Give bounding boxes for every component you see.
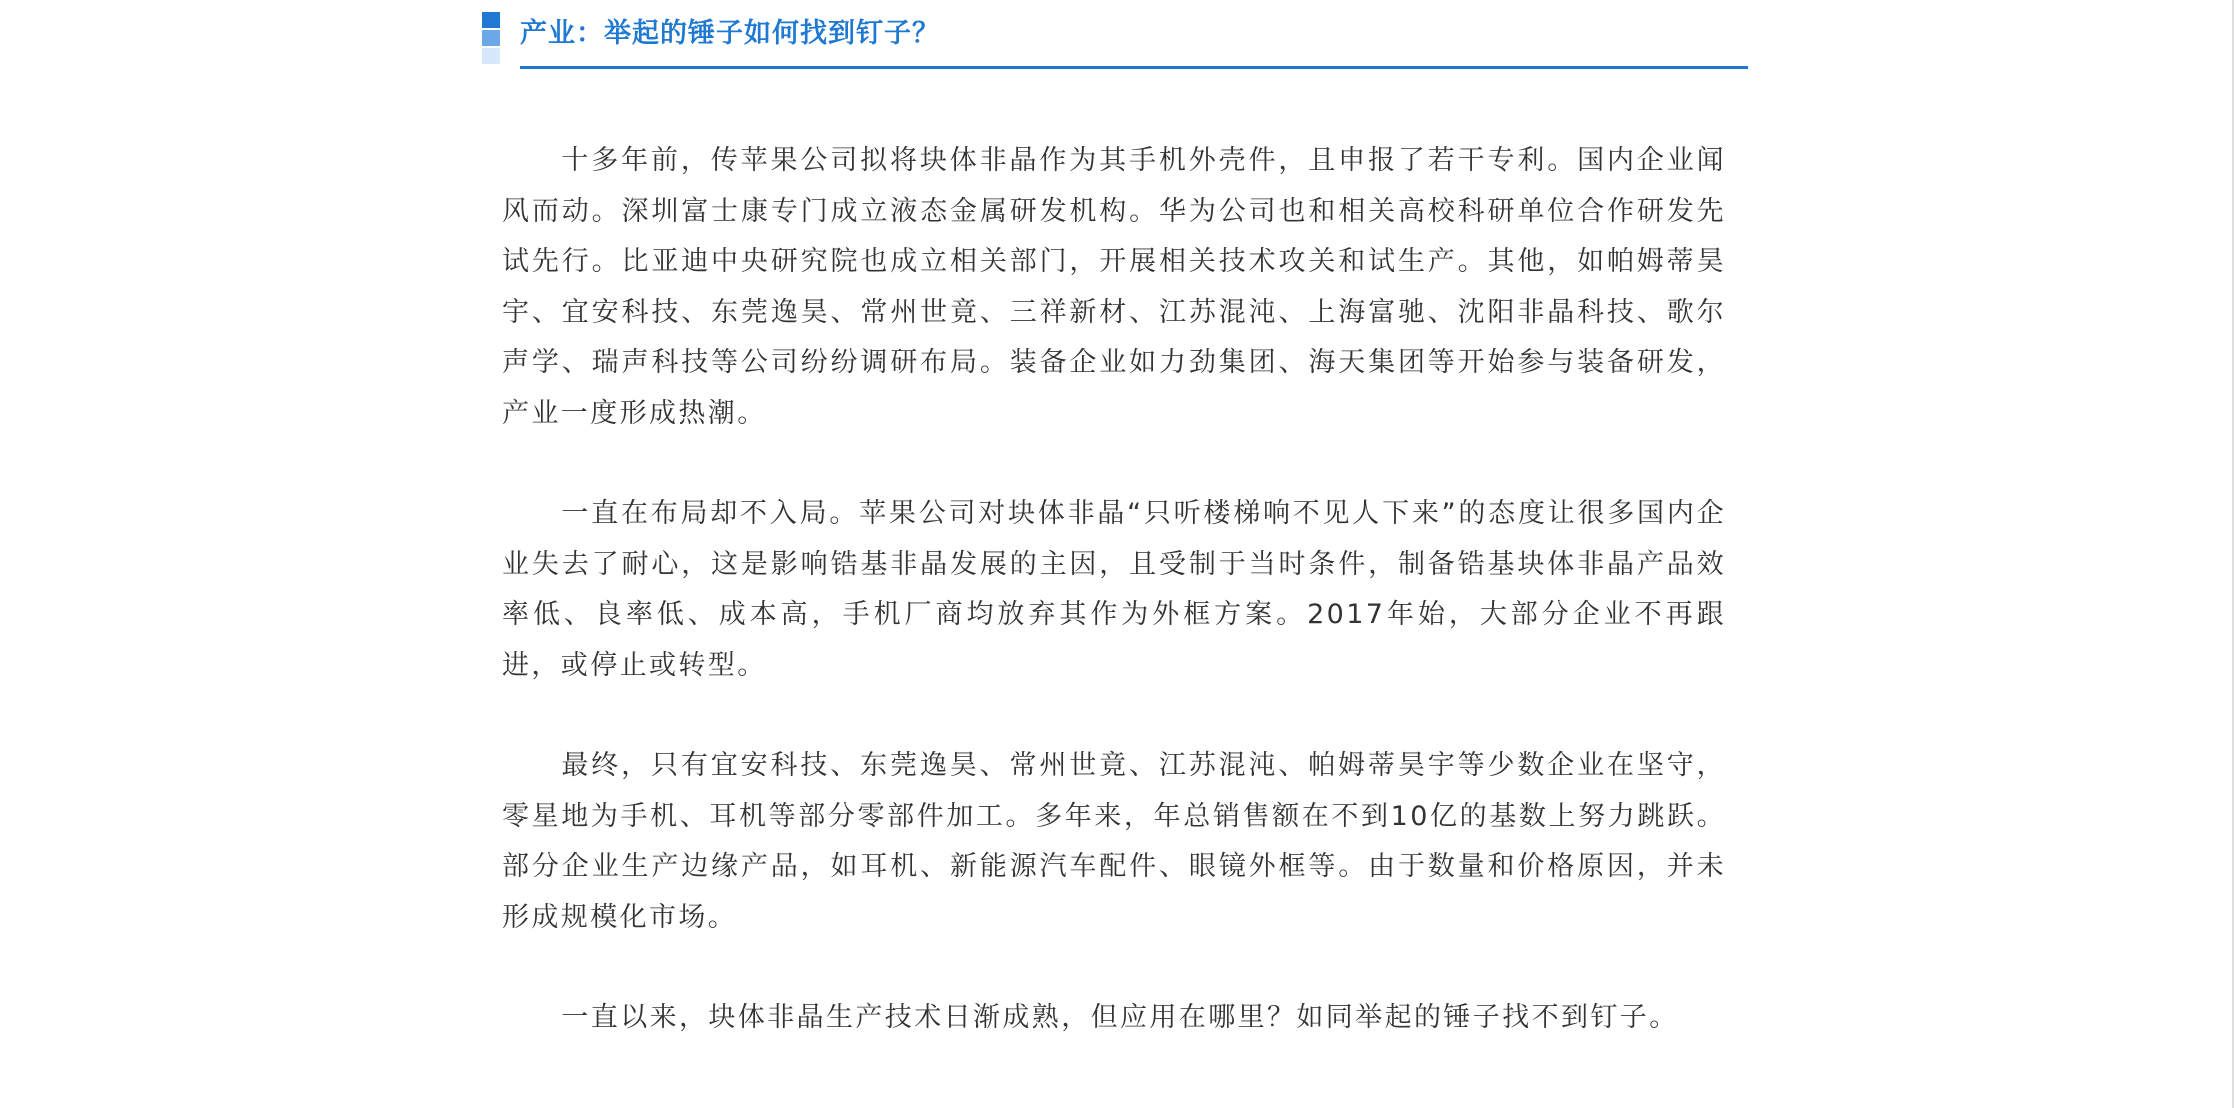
article-body xyxy=(502,136,1726,1094)
paragraph-1: 十多年前，传苹果公司拟将块体非晶作为其手机外壳件，且申报了若干专利。国内企业闻风而动。深圳富士康专门成立液态金属研发机构。华为公司也和相关高校科研单位合作研发先试先行。比亚迪中央研究院也成立相关部门，开展相关技术攻关和试生产。其他，如帕姆蒂昊宇、宜安科技、东莞逸昊、常州世竟、三祥新材、江苏混沌、上海富驰、沈阳非晶科技、歌尔声学、瑞声科技等公司纷纷调研布局。装备企业如力劲集团、海天集团等开始参与装备研发，产业一度形成热潮。 xyxy=(502,145,1726,429)
paragraph-3: 最终，只有宜安科技、东莞逸昊、常州世竟、江苏混沌、帕姆蒂昊宇等少数企业在坚守，零星地为手机、耳机等部分零部件加工。多年来，年总销售额在不到10亿的基数上努力跳跃。部分企业生产边缘产品，如耳机、新能源汽车配件、眼镜外框等。由于数量和价格原因，并未形成规模化市场。 xyxy=(502,750,1726,933)
section-divider xyxy=(520,66,1748,69)
section-title: 产业：举起的锤子如何找到钉子？ xyxy=(520,18,940,49)
marker-block-mid xyxy=(482,30,500,46)
marker-block-light xyxy=(482,48,500,64)
paragraph-2: 一直在布局却不入局。苹果公司对块体非晶“只听楼梯响不见人下来”的态度让很多国内企业失去了耐心，这是影响锆基非晶发展的主因，且受制于当时条件，制备锆基块体非晶产品效率低、良率低、成本高，手机厂商均放弃其作为外框方案。2017年始，大部分企业不再跟进，或停止或转型。 xyxy=(502,498,1726,681)
marker-block-dark xyxy=(482,12,500,28)
paragraph-4: 一直以来，块体非晶生产技术日渐成熟，但应用在哪里？如同举起的锤子找不到钉子。 xyxy=(561,1002,1679,1033)
section-header xyxy=(482,10,1748,70)
section-marker-icon xyxy=(482,10,502,66)
